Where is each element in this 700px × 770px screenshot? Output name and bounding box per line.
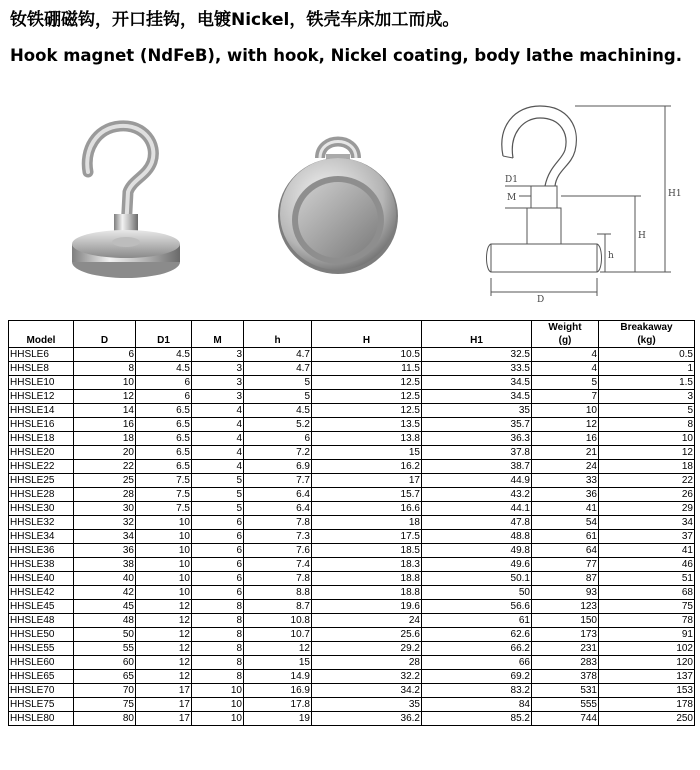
- cell-h-small: 17.8: [244, 698, 312, 712]
- cell-m: 10: [192, 712, 244, 726]
- cell-h-big: 12.5: [312, 376, 422, 390]
- cell-h-big: 17: [312, 474, 422, 488]
- cell-d: 18: [74, 432, 136, 446]
- cell-h-big: 13.8: [312, 432, 422, 446]
- table-row: [9, 376, 695, 390]
- cell-d1: 6.5: [136, 446, 192, 460]
- cell-model: HHSLE65: [9, 670, 74, 684]
- cell-m: 5: [192, 502, 244, 516]
- cell-m: 4: [192, 418, 244, 432]
- cell-h-small: 19: [244, 712, 312, 726]
- cell-d1: 10: [136, 544, 192, 558]
- cell-breakaway: 51: [599, 572, 695, 586]
- cell-h-big: 16.2: [312, 460, 422, 474]
- title-chinese: 钕铁硼磁钩，开口挂钩，电镀Nickel，铁壳车床加工而成。: [10, 10, 460, 30]
- cell-h-big: 15: [312, 446, 422, 460]
- cell-h-big: 18.8: [312, 586, 422, 600]
- cell-h1: 84: [422, 698, 532, 712]
- cell-h-small: 7.2: [244, 446, 312, 460]
- cell-h-small: 7.3: [244, 530, 312, 544]
- cell-breakaway: 0.5: [599, 348, 695, 362]
- cell-d1: 7.5: [136, 502, 192, 516]
- cell-h-small: 5.2: [244, 418, 312, 432]
- cell-h1: 32.5: [422, 348, 532, 362]
- cell-d1: 17: [136, 684, 192, 698]
- cell-h1: 33.5: [422, 362, 532, 376]
- cell-model: HHSLE42: [9, 586, 74, 600]
- cell-h-big: 34.2: [312, 684, 422, 698]
- table-row: [9, 572, 695, 586]
- cell-weight: 54: [532, 516, 599, 530]
- cell-h-big: 12.5: [312, 390, 422, 404]
- cell-h1: 50: [422, 586, 532, 600]
- cell-model: HHSLE40: [9, 572, 74, 586]
- cell-h1: 56.6: [422, 600, 532, 614]
- cell-h1: 36.3: [422, 432, 532, 446]
- cell-h-small: 7.7: [244, 474, 312, 488]
- cell-h-big: 24: [312, 614, 422, 628]
- cell-m: 3: [192, 376, 244, 390]
- cell-m: 5: [192, 488, 244, 502]
- table-row: [9, 488, 695, 502]
- cell-m: 8: [192, 642, 244, 656]
- cell-weight: 12: [532, 418, 599, 432]
- cell-weight: 378: [532, 670, 599, 684]
- cell-breakaway: 29: [599, 502, 695, 516]
- title-english: Hook magnet (NdFeB), with hook, Nickel coating, body lathe machining.: [10, 46, 682, 65]
- table-row: [9, 670, 695, 684]
- hook-magnet-side-photo: [60, 110, 190, 280]
- cell-h1: 34.5: [422, 376, 532, 390]
- cell-d: 40: [74, 572, 136, 586]
- cell-breakaway: 178: [599, 698, 695, 712]
- cell-d1: 17: [136, 698, 192, 712]
- cell-h-small: 4.5: [244, 404, 312, 418]
- cell-d: 48: [74, 614, 136, 628]
- table-row: [9, 586, 695, 600]
- cell-h-big: 12.5: [312, 404, 422, 418]
- cell-h1: 49.8: [422, 544, 532, 558]
- cell-model: HHSLE55: [9, 642, 74, 656]
- cell-h-big: 18: [312, 516, 422, 530]
- cell-h-small: 12: [244, 642, 312, 656]
- cell-h-small: 10.8: [244, 614, 312, 628]
- cell-weight: 555: [532, 698, 599, 712]
- table-row: [9, 446, 695, 460]
- table-row: [9, 474, 695, 488]
- cell-breakaway: 41: [599, 544, 695, 558]
- cell-d1: 10: [136, 558, 192, 572]
- cell-m: 4: [192, 404, 244, 418]
- cell-breakaway: 34: [599, 516, 695, 530]
- cell-h-small: 4.7: [244, 348, 312, 362]
- cell-weight: 150: [532, 614, 599, 628]
- cell-weight: 21: [532, 446, 599, 460]
- cell-d1: 10: [136, 572, 192, 586]
- cell-d1: 12: [136, 614, 192, 628]
- cell-breakaway: 153: [599, 684, 695, 698]
- cell-breakaway: 68: [599, 586, 695, 600]
- cell-m: 6: [192, 516, 244, 530]
- table-row: [9, 404, 695, 418]
- header-d1: D1: [136, 334, 192, 348]
- label-m: M: [507, 193, 517, 203]
- cell-d1: 6: [136, 390, 192, 404]
- cell-h1: 35.7: [422, 418, 532, 432]
- cell-m: 6: [192, 558, 244, 572]
- cell-weight: 61: [532, 530, 599, 544]
- cell-d: 14: [74, 404, 136, 418]
- cell-m: 5: [192, 474, 244, 488]
- cell-model: HHSLE70: [9, 684, 74, 698]
- cell-h1: 44.1: [422, 502, 532, 516]
- cell-h-big: 32.2: [312, 670, 422, 684]
- cell-h-big: 36.2: [312, 712, 422, 726]
- cell-h-small: 4.7: [244, 362, 312, 376]
- cell-h-big: 18.5: [312, 544, 422, 558]
- cell-weight: 10: [532, 404, 599, 418]
- header-weight: Weight: [532, 321, 599, 335]
- cell-model: HHSLE22: [9, 460, 74, 474]
- cell-weight: 283: [532, 656, 599, 670]
- cell-m: 8: [192, 670, 244, 684]
- label-d1: D1: [505, 175, 518, 185]
- cell-m: 8: [192, 656, 244, 670]
- cell-h-small: 6.9: [244, 460, 312, 474]
- cell-breakaway: 75: [599, 600, 695, 614]
- table-row: [9, 614, 695, 628]
- cell-breakaway: 250: [599, 712, 695, 726]
- cell-m: 4: [192, 432, 244, 446]
- header-blank-model: [9, 321, 74, 335]
- cell-model: HHSLE28: [9, 488, 74, 502]
- cell-model: HHSLE18: [9, 432, 74, 446]
- cell-weight: 93: [532, 586, 599, 600]
- cell-d: 80: [74, 712, 136, 726]
- cell-h-small: 14.9: [244, 670, 312, 684]
- cell-h-small: 7.6: [244, 544, 312, 558]
- cell-h1: 38.7: [422, 460, 532, 474]
- cell-model: HHSLE12: [9, 390, 74, 404]
- cell-breakaway: 10: [599, 432, 695, 446]
- cell-d: 50: [74, 628, 136, 642]
- cell-d: 6: [74, 348, 136, 362]
- cell-d1: 6.5: [136, 404, 192, 418]
- cell-h-big: 13.5: [312, 418, 422, 432]
- cell-d1: 4.5: [136, 362, 192, 376]
- cell-model: HHSLE30: [9, 502, 74, 516]
- table-row: [9, 628, 695, 642]
- header-weight-unit: (g): [532, 334, 599, 348]
- cell-model: HHSLE36: [9, 544, 74, 558]
- cell-h-big: 10.5: [312, 348, 422, 362]
- cell-d1: 10: [136, 530, 192, 544]
- cell-weight: 744: [532, 712, 599, 726]
- table-row: [9, 656, 695, 670]
- cell-h1: 49.6: [422, 558, 532, 572]
- cell-weight: 7: [532, 390, 599, 404]
- cell-d: 42: [74, 586, 136, 600]
- cell-h-small: 16.9: [244, 684, 312, 698]
- cell-h-small: 7.8: [244, 572, 312, 586]
- cell-weight: 4: [532, 348, 599, 362]
- cell-breakaway: 46: [599, 558, 695, 572]
- cell-weight: 87: [532, 572, 599, 586]
- cell-d: 30: [74, 502, 136, 516]
- cell-breakaway: 3: [599, 390, 695, 404]
- cell-weight: 64: [532, 544, 599, 558]
- cell-breakaway: 1.5: [599, 376, 695, 390]
- cell-h1: 62.6: [422, 628, 532, 642]
- cell-breakaway: 120: [599, 656, 695, 670]
- cell-model: HHSLE38: [9, 558, 74, 572]
- table-row: [9, 502, 695, 516]
- cell-m: 8: [192, 614, 244, 628]
- cell-d: 45: [74, 600, 136, 614]
- cell-m: 6: [192, 544, 244, 558]
- cell-m: 4: [192, 460, 244, 474]
- cell-breakaway: 37: [599, 530, 695, 544]
- technical-drawing: [475, 96, 690, 311]
- cell-weight: 5: [532, 376, 599, 390]
- cell-model: HHSLE60: [9, 656, 74, 670]
- table-row: [9, 600, 695, 614]
- cell-h-small: 8.8: [244, 586, 312, 600]
- cell-d: 34: [74, 530, 136, 544]
- header-model: Model: [9, 334, 74, 348]
- cell-d: 25: [74, 474, 136, 488]
- cell-d: 22: [74, 460, 136, 474]
- cell-h-small: 6.4: [244, 502, 312, 516]
- cell-m: 3: [192, 390, 244, 404]
- cell-d: 32: [74, 516, 136, 530]
- cell-h-big: 29.2: [312, 642, 422, 656]
- header-h: h: [244, 334, 312, 348]
- table-row: [9, 390, 695, 404]
- cell-h-big: 19.6: [312, 600, 422, 614]
- cell-breakaway: 137: [599, 670, 695, 684]
- label-h-small: h: [608, 251, 614, 261]
- cell-d: 60: [74, 656, 136, 670]
- table-row: [9, 362, 695, 376]
- cell-h-small: 8.7: [244, 600, 312, 614]
- cell-model: HHSLE6: [9, 348, 74, 362]
- cell-d1: 6: [136, 376, 192, 390]
- cell-model: HHSLE8: [9, 362, 74, 376]
- cell-d: 8: [74, 362, 136, 376]
- cell-d1: 6.5: [136, 418, 192, 432]
- table-row: [9, 642, 695, 656]
- cell-d: 10: [74, 376, 136, 390]
- cell-breakaway: 102: [599, 642, 695, 656]
- cell-h1: 47.8: [422, 516, 532, 530]
- cell-h-small: 7.4: [244, 558, 312, 572]
- cell-weight: 77: [532, 558, 599, 572]
- cell-d: 70: [74, 684, 136, 698]
- cell-model: HHSLE50: [9, 628, 74, 642]
- cell-h1: 43.2: [422, 488, 532, 502]
- cell-model: HHSLE48: [9, 614, 74, 628]
- cell-model: HHSLE34: [9, 530, 74, 544]
- cell-h-small: 6.4: [244, 488, 312, 502]
- cell-d: 28: [74, 488, 136, 502]
- cell-h1: 69.2: [422, 670, 532, 684]
- cell-m: 3: [192, 348, 244, 362]
- cell-breakaway: 78: [599, 614, 695, 628]
- cell-model: HHSLE25: [9, 474, 74, 488]
- cell-d: 55: [74, 642, 136, 656]
- cell-d1: 12: [136, 600, 192, 614]
- cell-h1: 37.8: [422, 446, 532, 460]
- cell-h-small: 5: [244, 376, 312, 390]
- cell-d: 36: [74, 544, 136, 558]
- header-m: M: [192, 334, 244, 348]
- table-row: [9, 698, 695, 712]
- cell-h-big: 18.3: [312, 558, 422, 572]
- cell-h-small: 6: [244, 432, 312, 446]
- cell-h-big: 15.7: [312, 488, 422, 502]
- cell-h-big: 17.5: [312, 530, 422, 544]
- cell-h1: 50.1: [422, 572, 532, 586]
- cell-m: 10: [192, 684, 244, 698]
- cell-h1: 66.2: [422, 642, 532, 656]
- cell-h1: 61: [422, 614, 532, 628]
- label-h-big: H: [638, 231, 646, 241]
- header-breakaway: Breakaway: [599, 321, 695, 335]
- table-row: [9, 530, 695, 544]
- cell-weight: 231: [532, 642, 599, 656]
- table-row: [9, 558, 695, 572]
- cell-model: HHSLE45: [9, 600, 74, 614]
- header-d: D: [74, 334, 136, 348]
- cell-d1: 12: [136, 628, 192, 642]
- cell-h1: 66: [422, 656, 532, 670]
- cell-weight: 33: [532, 474, 599, 488]
- cell-d: 65: [74, 670, 136, 684]
- cell-d1: 7.5: [136, 488, 192, 502]
- cell-breakaway: 18: [599, 460, 695, 474]
- cell-m: 6: [192, 572, 244, 586]
- cell-model: HHSLE80: [9, 712, 74, 726]
- header-breakaway-unit: (kg): [599, 334, 695, 348]
- cell-d1: 12: [136, 642, 192, 656]
- cell-breakaway: 1: [599, 362, 695, 376]
- cell-d: 20: [74, 446, 136, 460]
- cell-d1: 12: [136, 670, 192, 684]
- cell-breakaway: 5: [599, 404, 695, 418]
- cell-weight: 173: [532, 628, 599, 642]
- table-row: [9, 516, 695, 530]
- cell-model: HHSLE20: [9, 446, 74, 460]
- cell-d1: 17: [136, 712, 192, 726]
- cell-d1: 4.5: [136, 348, 192, 362]
- cell-breakaway: 8: [599, 418, 695, 432]
- label-d: D: [537, 295, 545, 305]
- cell-h-small: 15: [244, 656, 312, 670]
- cell-breakaway: 12: [599, 446, 695, 460]
- table-row: [9, 544, 695, 558]
- cell-breakaway: 91: [599, 628, 695, 642]
- cell-d: 16: [74, 418, 136, 432]
- cell-h1: 48.8: [422, 530, 532, 544]
- cell-h1: 85.2: [422, 712, 532, 726]
- cell-model: HHSLE32: [9, 516, 74, 530]
- cell-m: 3: [192, 362, 244, 376]
- table-row: [9, 460, 695, 474]
- cell-m: 6: [192, 530, 244, 544]
- cell-h1: 44.9: [422, 474, 532, 488]
- cell-m: 4: [192, 446, 244, 460]
- table-row: [9, 684, 695, 698]
- cell-m: 8: [192, 628, 244, 642]
- table-row: [9, 712, 695, 726]
- spec-table: [8, 320, 695, 726]
- cell-model: HHSLE14: [9, 404, 74, 418]
- cell-weight: 16: [532, 432, 599, 446]
- table-row: [9, 418, 695, 432]
- cell-h-big: 16.6: [312, 502, 422, 516]
- header-H: H: [312, 334, 422, 348]
- cell-h-big: 28: [312, 656, 422, 670]
- cell-d: 38: [74, 558, 136, 572]
- table-row: [9, 432, 695, 446]
- cell-h-small: 10.7: [244, 628, 312, 642]
- cell-d: 75: [74, 698, 136, 712]
- cell-d1: 12: [136, 656, 192, 670]
- cell-breakaway: 26: [599, 488, 695, 502]
- cell-h-big: 18.8: [312, 572, 422, 586]
- cell-h-big: 35: [312, 698, 422, 712]
- table-row: [9, 348, 695, 362]
- cell-weight: 531: [532, 684, 599, 698]
- cell-h-small: 7.8: [244, 516, 312, 530]
- cell-weight: 36: [532, 488, 599, 502]
- cell-model: HHSLE16: [9, 418, 74, 432]
- cell-h1: 83.2: [422, 684, 532, 698]
- cell-weight: 24: [532, 460, 599, 474]
- cell-weight: 4: [532, 362, 599, 376]
- hook-magnet-bottom-photo: [268, 128, 408, 278]
- cell-m: 10: [192, 698, 244, 712]
- cell-h1: 35: [422, 404, 532, 418]
- cell-d1: 6.5: [136, 460, 192, 474]
- cell-h1: 34.5: [422, 390, 532, 404]
- cell-m: 8: [192, 600, 244, 614]
- cell-h-big: 11.5: [312, 362, 422, 376]
- cell-model: HHSLE75: [9, 698, 74, 712]
- cell-d1: 10: [136, 586, 192, 600]
- cell-m: 6: [192, 586, 244, 600]
- cell-weight: 41: [532, 502, 599, 516]
- label-h1: H1: [668, 189, 682, 199]
- cell-breakaway: 22: [599, 474, 695, 488]
- cell-h-small: 5: [244, 390, 312, 404]
- cell-weight: 123: [532, 600, 599, 614]
- cell-model: HHSLE10: [9, 376, 74, 390]
- cell-d1: 10: [136, 516, 192, 530]
- cell-d: 12: [74, 390, 136, 404]
- cell-h-big: 25.6: [312, 628, 422, 642]
- header-H1: H1: [422, 334, 532, 348]
- cell-d1: 7.5: [136, 474, 192, 488]
- cell-d1: 6.5: [136, 432, 192, 446]
